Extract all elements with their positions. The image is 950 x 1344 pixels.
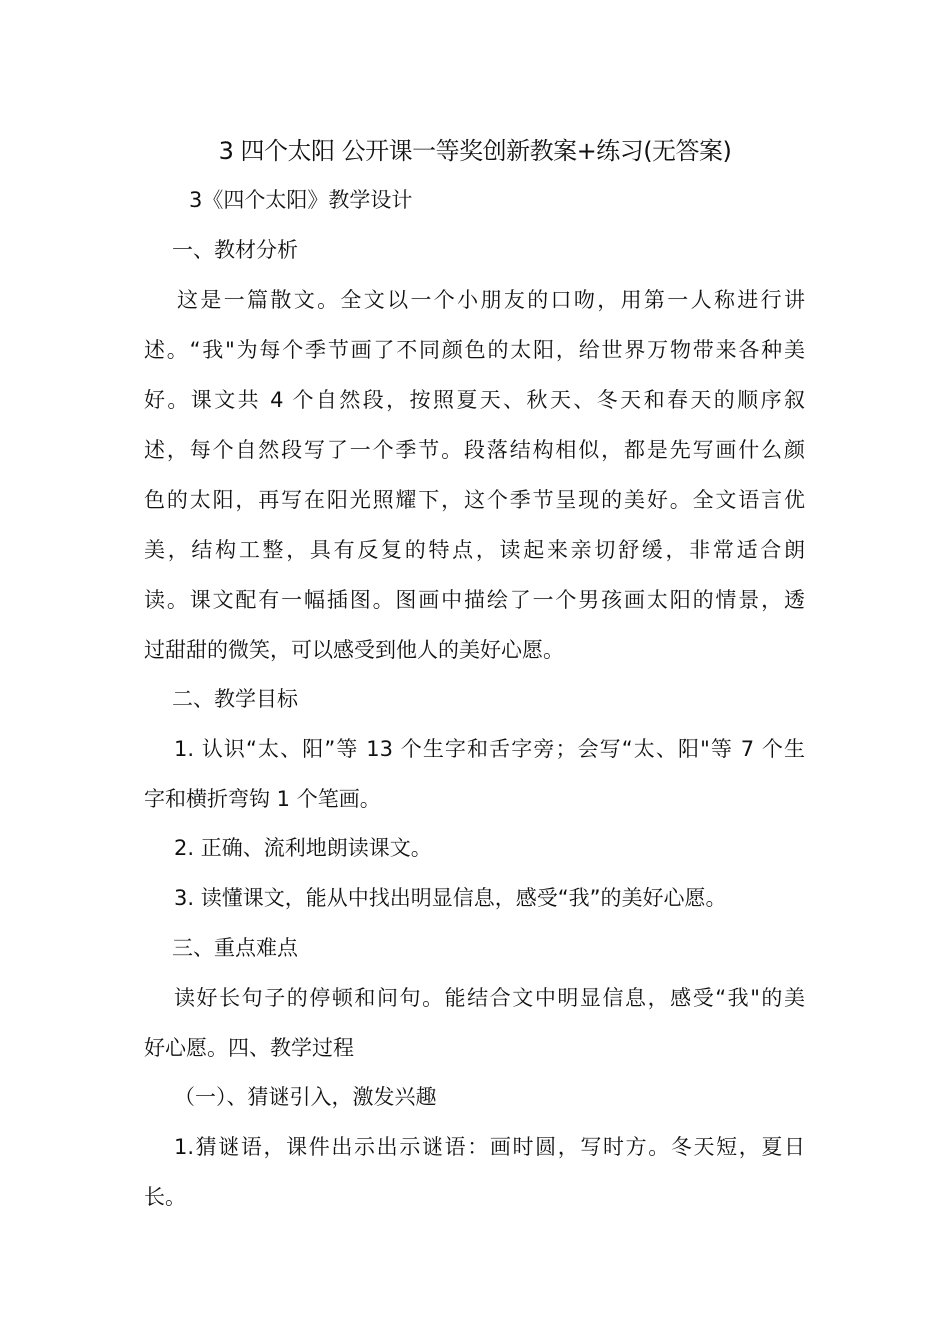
analysis-paragraph-line: 好。课文共 4 个自然段，按照夏天、秋天、冬天和春天的顺序叙 bbox=[144, 388, 805, 412]
process-sub-heading: （一）、猜谜引入，激发兴趣 bbox=[174, 1085, 437, 1109]
analysis-paragraph-line: 述，每个自然段写了一个季节。段落结构相似，都是先写画什么颜 bbox=[144, 438, 805, 462]
key-points-line: 读好长句子的停顿和问句。能结合文中明显信息，感受“我"的美 bbox=[174, 986, 805, 1010]
section-heading-goals: 二、教学目标 bbox=[172, 687, 298, 711]
document-title: 3 四个太阳 公开课一等奖创新教案+练习(无答案) bbox=[218, 137, 732, 165]
analysis-paragraph-line: 述。“我"为每个季节画了不同颜色的太阳，给世界万物带来各种美 bbox=[144, 338, 805, 362]
process-item-1-continued: 长。 bbox=[144, 1185, 186, 1209]
analysis-paragraph-line: 美，结构工整，具有反复的特点，读起来亲切舒缓，非常适合朗 bbox=[144, 538, 805, 562]
goal-item-1: 1. 认识“太、阳”等 13 个生字和舌字旁；会写“太、阳"等 7 个生 bbox=[174, 737, 805, 761]
lesson-subtitle: 3《四个太阳》教学设计 bbox=[189, 188, 413, 212]
analysis-paragraph-line: 读。课文配有一幅插图。图画中描绘了一个男孩画太阳的情景，透 bbox=[144, 588, 805, 612]
analysis-paragraph-line: 过甜甜的微笑，可以感受到他人的美好心愿。 bbox=[144, 638, 564, 662]
process-item-1: 1.猜谜语，课件出示出示谜语：画时圆，写时方。冬天短，夏日 bbox=[174, 1135, 805, 1159]
goal-item-2: 2. 正确、流利地朗读课文。 bbox=[174, 836, 432, 860]
section-heading-key-points: 三、重点难点 bbox=[172, 936, 298, 960]
analysis-paragraph-line: 色的太阳，再写在阳光照耀下，这个季节呈现的美好。全文语言优 bbox=[144, 488, 805, 512]
goal-item-1-continued: 字和横折弯钩 1 个笔画。 bbox=[144, 787, 381, 811]
goal-item-3: 3. 读懂课文，能从中找出明显信息，感受“我”的美好心愿。 bbox=[174, 886, 727, 910]
key-points-line: 好心愿。四、教学过程 bbox=[144, 1036, 354, 1060]
analysis-paragraph-line: 这是一篇散文。全文以一个小朋友的口吻，用第一人称进行讲 bbox=[177, 288, 805, 312]
section-heading-analysis: 一、教材分析 bbox=[172, 238, 298, 262]
